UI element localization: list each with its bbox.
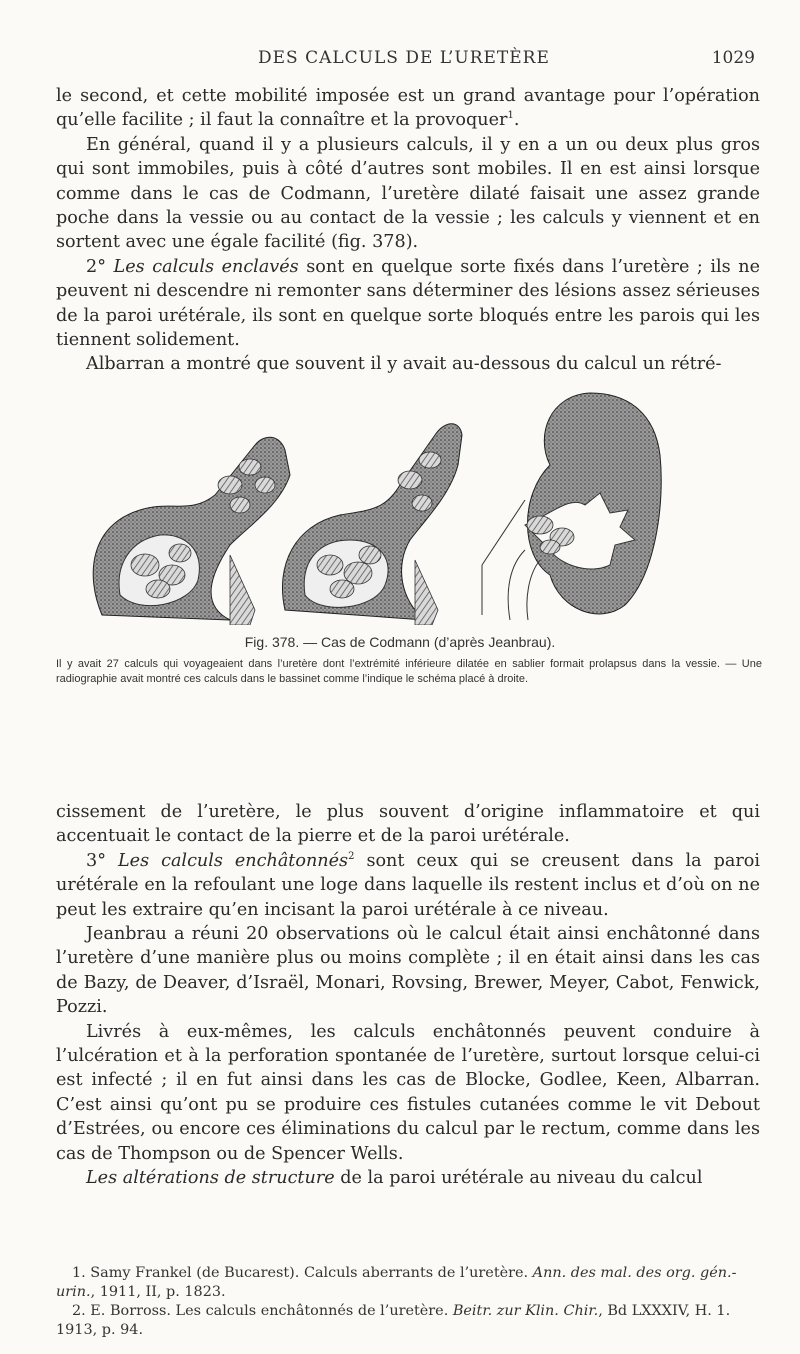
figure-378-illustration <box>80 375 740 625</box>
running-head: DES CALCULS DE L’URETÈRE <box>258 48 550 68</box>
page-number: 1029 <box>711 48 755 68</box>
paragraph: Jeanbrau a réuni 20 observations où le calcul était ainsi enchâtonné dans l’uretère d’une manière plus ou moins complète ; il en était ainsi dans les cas de Bazy, de Deaver, d’Israël, Monari, Rovsing, Brewer, Meyer, Cabot, Fenwick, Pozzi. <box>56 924 760 1018</box>
figure-note: Il y avait 27 calculs qui voyageaient dans l’uretère dont l’extrémité inférieure dilatée en sablier formait prolapsus dans la vessie. — Une radiographie avait montré ces calculs dans le bassinet comme l’indique le schéma placé à droite. <box>56 658 762 685</box>
body-text-bottom <box>56 800 760 1191</box>
paragraph: Livrés à eux-mêmes, les calculs enchâtonnés peuvent conduire à l’ulcération et à la perforation spontanée de l’uretère, surtout lorsque celui-ci est infecté ; il en fut ainsi dans les cas de Blocke, Godlee, Keen, Albarran. C’est ainsi qu’ont pu se produire ces fistules cutanées comme le vit Debout d’Estrées, ou encore ces éliminations du calcul par le rectum, comme dans les cas de Thompson ou de Spencer Wells. <box>56 1021 760 1164</box>
paragraph: Les altérations de structure de la paroi urétérale au niveau du calcul <box>86 1168 703 1189</box>
ureter-drawing-left <box>93 437 290 625</box>
paragraph: En général, quand il y a plusieurs calculs, il y en a un ou deux plus gros qui sont immobiles, puis à côté d’autres sont mobiles. Il en est ainsi lorsque comme dans le cas de Codmann, l’uretère dilaté faisait une assez grande poche dans la vessie ou au contact de la vessie ; les calculs y viennent et en sortent avec une égale facilité (fig. 378). <box>56 134 760 253</box>
paragraph: cissement de l’uretère, le plus souvent d’origine inflammatoire et qui accentuait le contact de la pierre et de la paroi urétérale. <box>56 802 760 847</box>
figure-caption: Fig. 378. — Cas de Codmann (d’après Jeanbrau). <box>244 634 556 650</box>
body-text-top <box>56 84 760 377</box>
paragraph: Albarran a montré que souvent il y avait au-dessous du calcul un rétré- <box>86 354 722 375</box>
paragraph: le second, et cette mobilité imposée est un grand avantage pour l’opération qu’elle facilite ; il faut la connaître et la provoquer$^1$. <box>56 86 760 131</box>
ureter-drawing-middle <box>282 424 462 625</box>
paragraph: 2° Les calculs enclavés sont en quelque sorte fixés dans l’uretère ; ils ne peuvent ni descendre ni remonter sans déterminer des lésions assez sérieuses de la paroi urétérale, ils sont en quelque sorte bloqués entre les parois qui les tiennent solidement. <box>56 256 760 351</box>
footnotes <box>56 1264 762 1340</box>
footnote: 1. Samy Frankel (de Bucarest). Calculs aberrants de l’uretère. Ann. des mal. des org. gén.-urin., 1911, II, p. 1823. <box>56 1265 737 1300</box>
footnote: 2. E. Borross. Les calculs enchâtonnés de l’uretère. Beitr. zur Klin. Chir., Bd LXXXIV, H. 1. 1913, p. 94. <box>56 1303 731 1338</box>
paragraph: 3° Les calculs enchâtonnés$^2$ sont ceux qui se creusent dans la paroi urétérale en la refoulant une loge dans laquelle ils restent inclus et d’où on ne peut les extraire qu’en incisant la paroi urétérale à ce niveau. <box>56 850 760 920</box>
kidney-schematic-right <box>482 393 661 620</box>
